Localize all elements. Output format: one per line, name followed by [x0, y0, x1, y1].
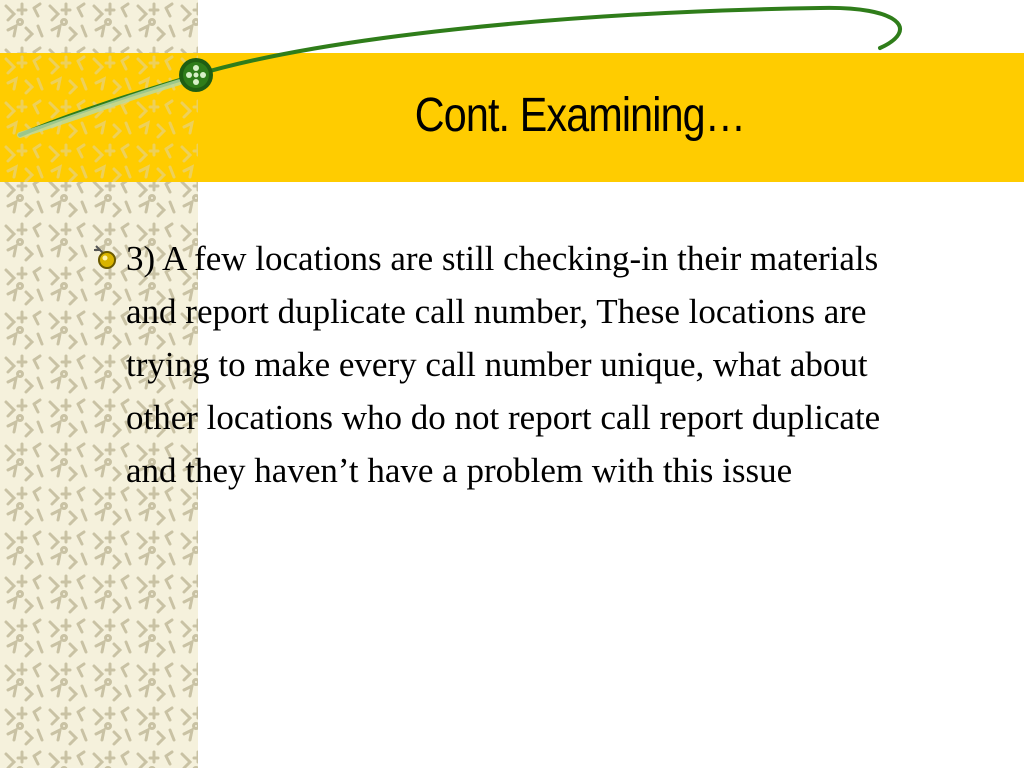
bullet-list [88, 232, 948, 497]
band-pattern-icon [0, 53, 198, 182]
bullet-text: 3) A few locations are still checking-in their materials and report duplicate call number, These locations are trying to make every call number unique, what about other locations who do not report call report duplicate and they haven’t have a problem with this issue [126, 239, 881, 490]
bullet-item [88, 232, 936, 497]
bullet-ornament-icon [90, 242, 120, 272]
slide-title: Cont. Examining… [414, 89, 746, 142]
title-band-pattern [0, 53, 198, 182]
